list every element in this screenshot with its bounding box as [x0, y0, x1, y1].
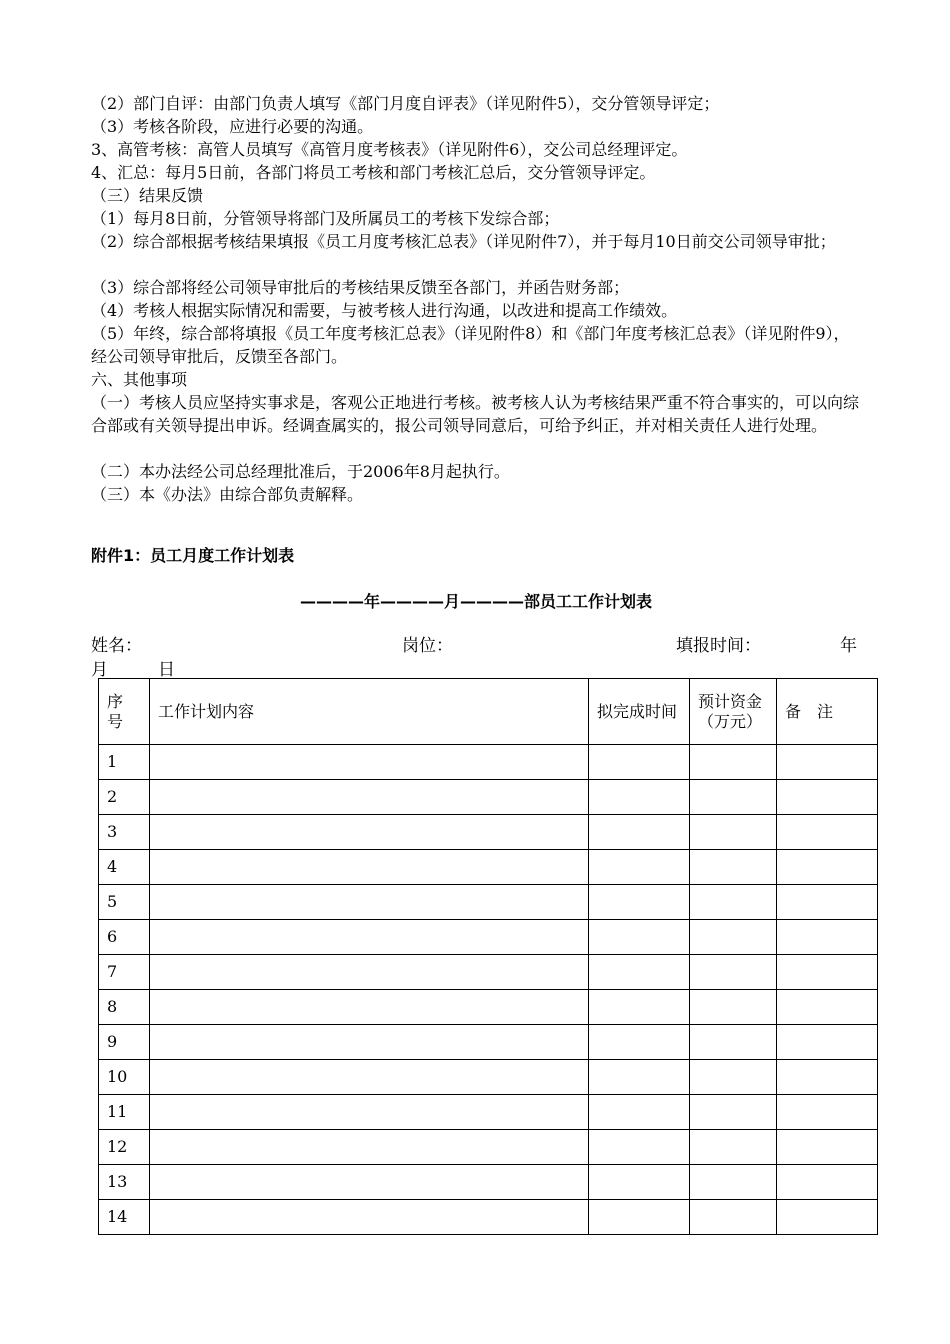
time-cell[interactable]	[589, 1025, 690, 1060]
table-row	[99, 1060, 878, 1095]
fund-cell[interactable]	[690, 815, 777, 850]
row-number: 8	[99, 990, 150, 1025]
table-row	[99, 815, 878, 850]
fund-cell[interactable]	[690, 990, 777, 1025]
row-number: 13	[99, 1165, 150, 1200]
row-number: 2	[99, 780, 150, 815]
table-row	[99, 885, 878, 920]
content-cell[interactable]	[150, 1025, 589, 1060]
note-cell[interactable]	[777, 780, 878, 815]
paragraph-feedback-heading: （三）结果反馈	[91, 186, 204, 205]
position-label: 岗位：	[402, 636, 453, 656]
fund-cell[interactable]	[690, 1095, 777, 1130]
row-number: 7	[99, 955, 150, 990]
content-cell[interactable]	[150, 955, 589, 990]
content-cell[interactable]	[150, 885, 589, 920]
time-cell[interactable]	[589, 990, 690, 1025]
note-cell[interactable]	[777, 815, 878, 850]
table-row	[99, 1165, 878, 1200]
paragraph-feedback-5: （5）年终，综合部将填报《员工年度考核汇总表》（详见附件8）和《部门年度考核汇总表》（详见附件9），经公司领导审批后，反馈至各部门。	[91, 324, 850, 366]
time-cell[interactable]	[589, 1095, 690, 1130]
note-cell[interactable]	[777, 1200, 878, 1235]
content-cell[interactable]	[150, 780, 589, 815]
fund-cell[interactable]	[690, 955, 777, 990]
table-row	[99, 1025, 878, 1060]
paragraph-feedback-1: （1）每月8日前，分管领导将部门及所属员工的考核下发综合部；	[91, 209, 560, 228]
note-cell[interactable]	[777, 885, 878, 920]
header-no-text: 序号	[107, 691, 124, 731]
row-number: 6	[99, 920, 150, 955]
month-label: 月	[91, 660, 108, 680]
fund-cell[interactable]	[690, 920, 777, 955]
fund-cell[interactable]	[690, 885, 777, 920]
header-time: 拟完成时间	[589, 679, 690, 745]
header-content: 工作计划内容	[150, 679, 589, 745]
paragraph-other-2: （二）本办法经公司总经理批准后，于2006年8月起执行。	[91, 462, 510, 481]
row-number: 5	[99, 885, 150, 920]
fund-cell[interactable]	[690, 1060, 777, 1095]
table-title: ————年————月————部员工工作计划表	[299, 592, 652, 611]
time-cell[interactable]	[589, 850, 690, 885]
note-cell[interactable]	[777, 745, 878, 780]
content-cell[interactable]	[150, 1165, 589, 1200]
fund-cell[interactable]	[690, 1130, 777, 1165]
name-label: 姓名：	[91, 636, 142, 656]
paragraph-feedback-2: （2）综合部根据考核结果填报《员工月度考核汇总表》（详见附件7），并于每月10日前交公司领导审批；	[91, 232, 836, 251]
table-header-row	[99, 679, 878, 745]
content-cell[interactable]	[150, 745, 589, 780]
table-row	[99, 1200, 878, 1235]
note-cell[interactable]	[777, 1165, 878, 1200]
time-cell[interactable]	[589, 1060, 690, 1095]
time-cell[interactable]	[589, 815, 690, 850]
paragraph-dept-self-eval: （2）部门自评：由部门负责人填写《部门月度自评表》（详见附件5），交分管领导评定；	[91, 94, 720, 113]
row-number: 9	[99, 1025, 150, 1060]
table-row	[99, 920, 878, 955]
paragraph-other-1: （一）考核人员应坚持实事求是，客观公正地进行考核。被考核人认为考核结果严重不符合事实的，可以向综合部或有关领导提出申诉。经调查属实的，报公司领导同意后，可给予纠正，并对相关责任人进行处理。	[91, 393, 860, 435]
work-plan-table	[98, 678, 878, 1235]
day-label: 日	[158, 660, 175, 680]
content-cell[interactable]	[150, 850, 589, 885]
content-cell[interactable]	[150, 1060, 589, 1095]
time-cell[interactable]	[589, 780, 690, 815]
table-row	[99, 1130, 878, 1165]
paragraph-other-matters: 六、其他事项	[91, 370, 188, 389]
paragraph-feedback-3: （3）综合部将经公司领导审批后的考核结果反馈至各部门，并函告财务部；	[91, 278, 630, 297]
note-cell[interactable]	[777, 850, 878, 885]
time-cell[interactable]	[589, 885, 690, 920]
header-no	[99, 679, 150, 745]
note-cell[interactable]	[777, 1060, 878, 1095]
attachment-heading: 附件1：员工月度工作计划表	[91, 546, 295, 565]
row-number: 1	[99, 745, 150, 780]
paragraph-other-3: （三）本《办法》由综合部负责解释。	[91, 485, 364, 504]
paragraph-communication: （3）考核各阶段，应进行必要的沟通。	[91, 117, 374, 136]
note-cell[interactable]	[777, 1095, 878, 1130]
content-cell[interactable]	[150, 1200, 589, 1235]
note-cell[interactable]	[777, 920, 878, 955]
note-cell[interactable]	[777, 1130, 878, 1165]
paragraph-feedback-4: （4）考核人根据实际情况和需要，与被考核人进行沟通，以改进和提高工作绩效。	[91, 301, 678, 320]
time-cell[interactable]	[589, 920, 690, 955]
time-cell[interactable]	[589, 1200, 690, 1235]
note-cell[interactable]	[777, 1025, 878, 1060]
row-number: 4	[99, 850, 150, 885]
header-note: 备 注	[777, 679, 878, 745]
table-row	[99, 990, 878, 1025]
row-number: 12	[99, 1130, 150, 1165]
fund-cell[interactable]	[690, 745, 777, 780]
time-cell[interactable]	[589, 1130, 690, 1165]
time-cell[interactable]	[589, 955, 690, 990]
row-number: 11	[99, 1095, 150, 1130]
header-fund: 预计资金（万元）	[690, 679, 777, 745]
fund-cell[interactable]	[690, 1200, 777, 1235]
time-cell[interactable]	[589, 1165, 690, 1200]
year-label: 年	[840, 636, 857, 656]
fund-cell[interactable]	[690, 1165, 777, 1200]
fund-cell[interactable]	[690, 850, 777, 885]
fill-time-label: 填报时间：	[676, 636, 761, 656]
note-cell[interactable]	[777, 990, 878, 1025]
content-cell[interactable]	[150, 1095, 589, 1130]
paragraph-summary: 4、汇总：每月5日前，各部门将员工考核和部门考核汇总后，交分管领导评定。	[91, 163, 656, 182]
row-number: 14	[99, 1200, 150, 1235]
table-row	[99, 1095, 878, 1130]
content-cell[interactable]	[150, 990, 589, 1025]
content-cell[interactable]	[150, 920, 589, 955]
table-row	[99, 850, 878, 885]
content-cell[interactable]	[150, 815, 589, 850]
row-number: 10	[99, 1060, 150, 1095]
note-cell[interactable]	[777, 955, 878, 990]
time-cell[interactable]	[589, 745, 690, 780]
paragraph-executive-eval: 3、高管考核：高管人员填写《高管月度考核表》（详见附件6），交公司总经理评定。	[91, 140, 688, 159]
table-row	[99, 745, 878, 780]
content-cell[interactable]	[150, 1130, 589, 1165]
fund-cell[interactable]	[690, 1025, 777, 1060]
table-row	[99, 780, 878, 815]
fund-cell[interactable]	[690, 780, 777, 815]
table-body	[99, 745, 878, 1235]
row-number: 3	[99, 815, 150, 850]
table-row	[99, 955, 878, 990]
